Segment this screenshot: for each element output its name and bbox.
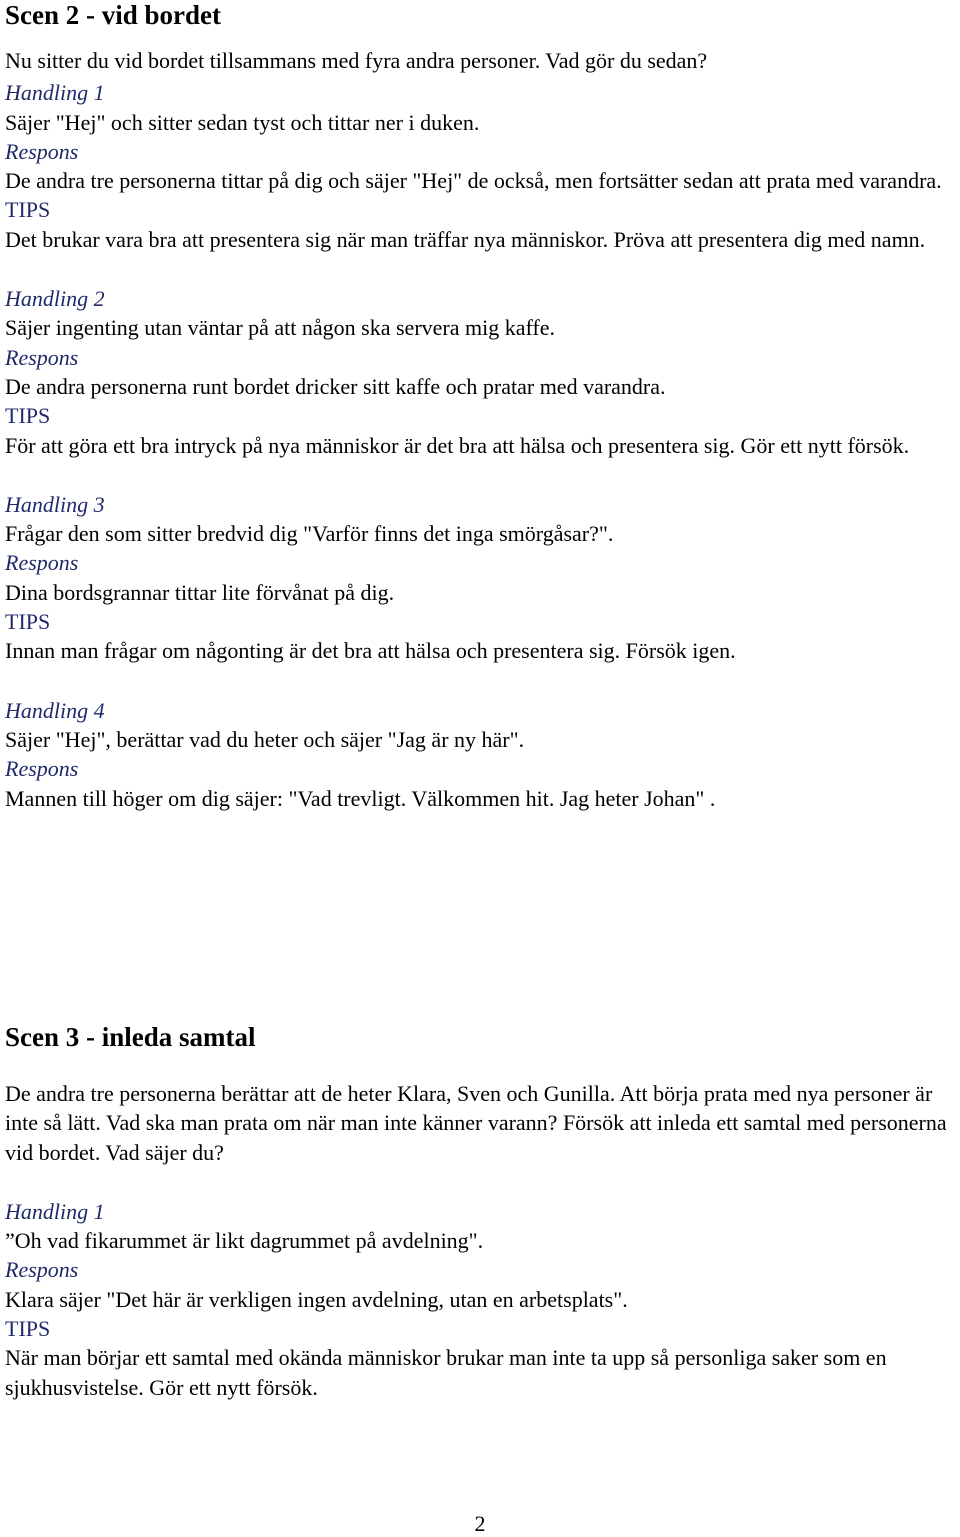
- tips-label: TIPS: [5, 609, 51, 635]
- handling-label: Handling 2: [5, 286, 105, 312]
- handling-action: Säjer ingenting utan väntar på att någon ska servera mig kaffe.: [5, 315, 556, 341]
- scene-2-intro: Nu sitter du vid bordet tillsammans med fyra andra personer. Vad gör du sedan?: [5, 48, 708, 73]
- handling-label: Handling 1: [5, 1198, 105, 1224]
- scene-2-handling-4: [5, 696, 955, 813]
- respons-label: Respons: [5, 1257, 79, 1283]
- respons-label: Respons: [5, 550, 79, 576]
- scene-2-handling-3: [5, 490, 955, 666]
- handling-label: Handling 4: [5, 697, 105, 723]
- tips-label: TIPS: [5, 197, 51, 223]
- scene-3-intro: De andra tre personerna berättar att de heter Klara, Sven och Gunilla. Att börja prata med nya personer är inte så lätt. Vad ska man prata om när man inte känner varann? Försök att inleda ett samtal med personerna vid bordet. Vad säjer du?: [5, 1081, 947, 1165]
- scene-3-section: [5, 1022, 955, 1402]
- handling-action: Frågar den som sitter bredvid dig "Varför finns det inga smörgåsar?".: [5, 521, 614, 547]
- scene-2-title: Scen 2 - vid bordet: [5, 0, 221, 30]
- tips-text: Innan man frågar om någonting är det bra att hälsa och presentera sig. Försök igen.: [5, 638, 736, 664]
- tips-text: När man börjar ett samtal med okända människor brukar man inte ta upp så personliga saker som en sjukhusvistelse. Gör ett nytt försök.: [5, 1345, 887, 1400]
- respons-text: De andra tre personerna tittar på dig och säjer "Hej" de också, men fortsätter sedan att prata med varandra.: [5, 168, 942, 194]
- document-page: [5, 0, 955, 813]
- scene-2-handling-2: [5, 284, 955, 460]
- respons-label: Respons: [5, 344, 79, 370]
- handling-action: Säjer "Hej", berättar vad du heter och säjer "Jag är ny här".: [5, 726, 525, 752]
- respons-label: Respons: [5, 138, 79, 164]
- tips-label: TIPS: [5, 1316, 51, 1342]
- respons-text: De andra personerna runt bordet dricker sitt kaffe och pratar med varandra.: [5, 373, 666, 399]
- handling-label: Handling 3: [5, 491, 105, 517]
- scene-3-handling-1: [5, 1197, 955, 1402]
- tips-text: För att göra ett bra intryck på nya människor är det bra att hälsa och presentera sig. Gör ett nytt försök.: [5, 432, 910, 458]
- respons-text: Dina bordsgrannar tittar lite förvånat på dig.: [5, 579, 395, 605]
- handling-action: ”Oh vad fikarummet är likt dagrummet på avdelning".: [5, 1228, 484, 1254]
- respons-text: Mannen till höger om dig säjer: "Vad trevligt. Välkommen hit. Jag heter Johan" .: [5, 785, 716, 811]
- scene-2-handling-1: [5, 78, 955, 254]
- handling-label: Handling 1: [5, 80, 105, 106]
- tips-text: Det brukar vara bra att presentera sig när man träffar nya människor. Pröva att presentera dig med namn.: [5, 226, 926, 252]
- scene-3-title: Scen 3 - inleda samtal: [5, 1022, 256, 1052]
- handling-action: Säjer "Hej" och sitter sedan tyst och tittar ner i duken.: [5, 109, 480, 135]
- page-number: 2: [474, 1511, 486, 1536]
- respons-text: Klara säjer "Det här är verkligen ingen avdelning, utan en arbetsplats".: [5, 1286, 628, 1312]
- respons-label: Respons: [5, 756, 79, 782]
- tips-label: TIPS: [5, 403, 51, 429]
